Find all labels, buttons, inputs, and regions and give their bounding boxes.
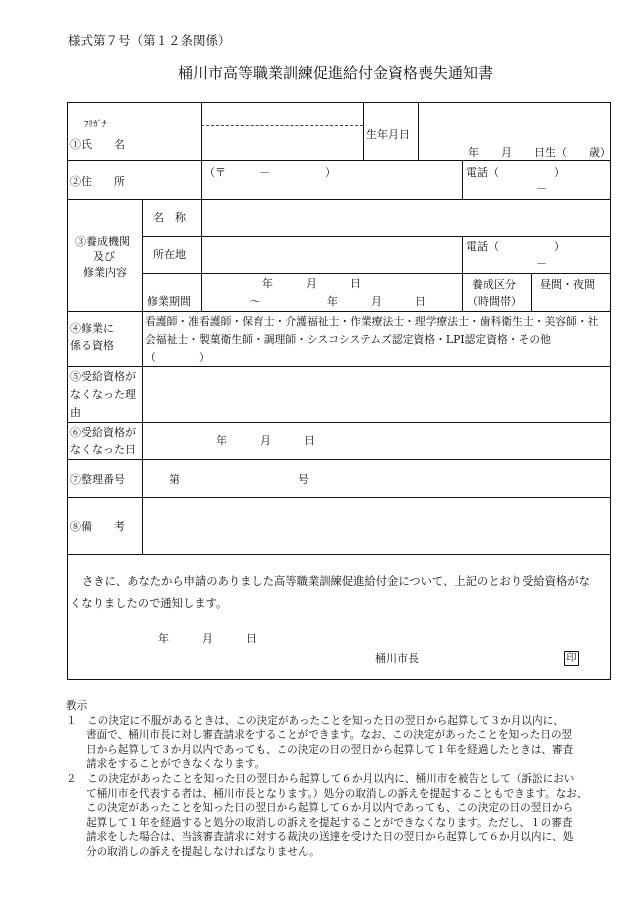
reference-number-prefix: 第 [169, 473, 180, 486]
birthdate-format: 年 月 日生（ 歳） [468, 146, 611, 159]
reason-label-line2: なくなった理 [70, 388, 136, 401]
reason-label-line3: 由 [70, 406, 81, 419]
address-label: ②住 所 [70, 175, 125, 188]
instruction-2-line2: て桶川市を代表する者は、桶川市長となります。）処分の取消しの訴えを提起することもできます。なお、 [86, 787, 588, 800]
rule [531, 273, 532, 311]
school-phone-dash: － [536, 257, 547, 270]
category-value: 昼間・夜間 [540, 278, 595, 291]
rule [67, 497, 611, 498]
furigana-label: ﾌﾘｶﾞﾅ [84, 120, 107, 130]
birthdate-label: 生年月日 [366, 128, 410, 141]
school-label-line1: ③養成機関 [75, 235, 130, 248]
category-label-line2: （時間帯） [467, 295, 522, 308]
form-table [67, 102, 611, 680]
rule [67, 160, 611, 161]
instruction-2-line5: 請求をした場合は、当該審査請求に対する裁決の送達を受けた日の翌日から起算して６か月以内に、処 [86, 831, 574, 844]
school-phone-label: 電話（ ） [466, 240, 565, 253]
rule [462, 236, 463, 311]
issuer-name: 桶川市長 [375, 652, 419, 665]
loss-date-label-line1: ⑥受給資格が [70, 426, 136, 439]
rule [462, 160, 463, 199]
furigana-separator [201, 125, 363, 126]
rule [142, 273, 611, 274]
reference-number-suffix: 号 [298, 473, 309, 486]
school-location-label: 所在地 [153, 248, 186, 261]
rule [67, 422, 611, 423]
instructions [66, 699, 621, 860]
instruction-1-line1: １ この決定に不服があるときは、この決定があったことを知った日の翌日から起算して３か月以内に、 [66, 714, 564, 727]
remarks-label: ⑧備 考 [70, 520, 125, 533]
notice-text-line2: くなりましたので通知します。 [70, 597, 228, 610]
rule [142, 199, 143, 554]
rule [67, 199, 611, 200]
school-name-label: 名 称 [153, 211, 186, 224]
instruction-2-line6: 分の取消しの訴えを提起しなければなりません。 [86, 845, 320, 858]
postal-code-field: （〒 － ） [204, 166, 336, 179]
qualification-label-line2: 係る資格 [70, 339, 114, 352]
reference-number-label: ⑦整理番号 [70, 473, 125, 486]
address-phone-label: 電話（ ） [466, 166, 565, 179]
loss-date-label-line2: なくなった日 [70, 443, 136, 456]
school-label-line2: 及び [93, 250, 115, 263]
reason-label-line1: ⑤受給資格が [70, 370, 136, 383]
study-period-label: 修業期間 [147, 295, 191, 308]
document-title: 桶川市高等職業訓練促進給付金資格喪失通知書 [178, 64, 494, 82]
rule [201, 199, 202, 311]
instruction-1-line2: 書面で、桶川市長に対し審査請求をすることができます。なお、この決定があったことを知った日の翌 [86, 729, 573, 742]
instruction-2-line1: ２ この決定があったことを知った日の翌日から起算して６か月以内に、桶川市を被告として（訴訟におい [66, 772, 575, 785]
rule [67, 459, 611, 460]
rule [67, 311, 611, 312]
form-number: 様式第７号（第１２条関係） [68, 33, 231, 48]
category-label-line1: 養成区分 [472, 278, 516, 291]
name-label: ①氏 名 [70, 138, 125, 151]
notice-date: 年 月 日 [158, 632, 257, 645]
qualification-label-line1: ④修業に [70, 322, 114, 335]
address-phone-dash: － [536, 182, 547, 195]
study-period-from: 年 月 日 [262, 277, 361, 290]
rule [201, 102, 202, 199]
instruction-2-line3: この決定があったことを知った日の翌日から起算して６か月以内であっても、この決定の日の翌日から [86, 802, 574, 815]
instruction-1-line4: 請求をすることができなくなります。 [86, 758, 266, 771]
rule [142, 236, 611, 237]
rule [363, 102, 364, 160]
rule [418, 102, 419, 160]
study-period-to: ～ 年 月 日 [250, 295, 426, 308]
school-label-line3: 修業内容 [83, 266, 127, 279]
loss-date-value: 年 月 日 [216, 434, 315, 447]
instructions-heading: 教示 [66, 700, 88, 712]
seal-mark: 印 [564, 651, 579, 666]
instruction-2-line4: 起算して１年を経過すると処分の取消しの訴えを提起することができなくなります。ただし、１の審査 [86, 816, 573, 829]
instruction-1-line3: 日から起算して３か月以内であっても、この決定の日の翌日から起算して１年を経過したときは、審査 [86, 743, 574, 756]
rule [67, 554, 611, 555]
qualification-list: 看護師・准看護師・保育士・介護福祉士・作業療法士・理学療法士・歯科衛生士・美容師・社会福祉士・製菓衛生師・調理師・シスコシステムズ認定資格・LPI認定資格・その他（ ） [145, 315, 599, 364]
notice-text-line1: さきに、あなたから申請のありました高等職業訓練促進給付金について、上記のとおり受給資格がな [82, 575, 590, 588]
